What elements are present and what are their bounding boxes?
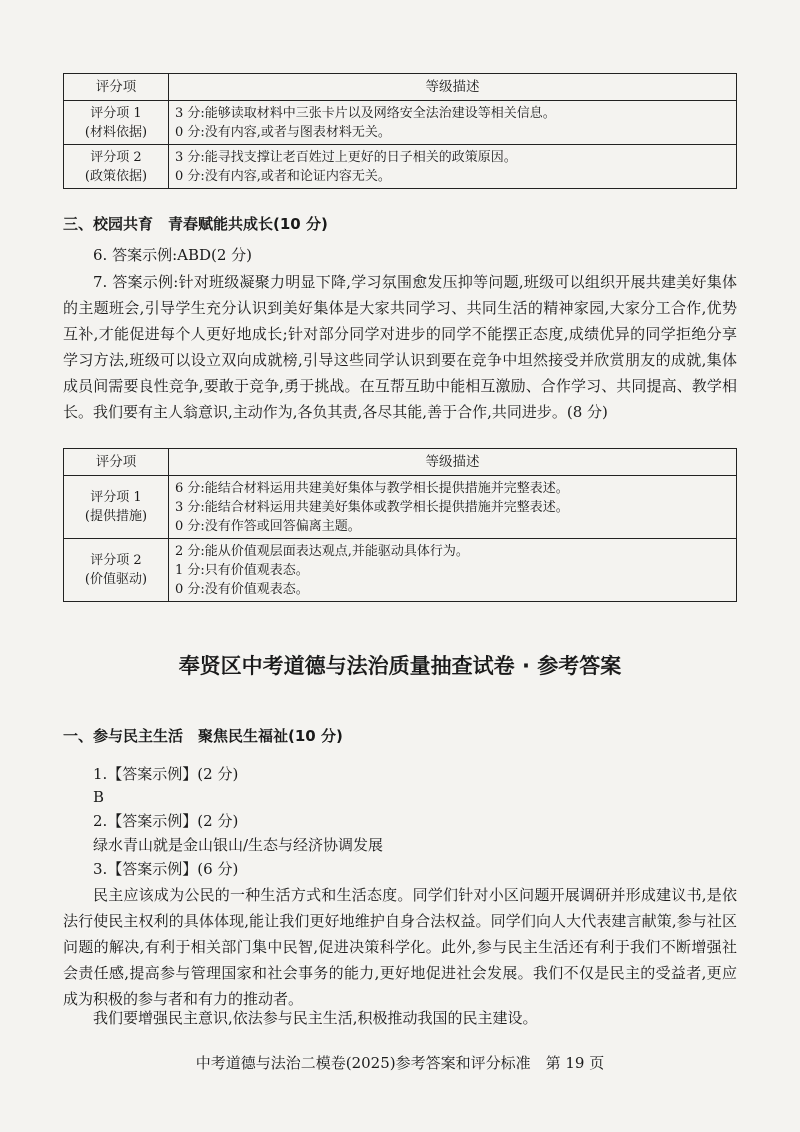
answer-label-q3: 3.【答案示例】(6 分) [93, 860, 239, 878]
rubric-item [64, 145, 169, 189]
rubric-item-name: 评分项 2 [90, 553, 142, 568]
answer-q2: 绿水青山就是金山银山/生态与经济协调发展 [93, 836, 384, 854]
rubric-level: 6 分:能结合材料运用共建美好集体与教学相长提供措施并完整表述。 [175, 480, 569, 496]
table-header-description: 等级描述 [169, 74, 737, 101]
page-footer: 中考道德与法治二模卷(2025)参考答案和评分标准 第 19 页 [195, 1054, 605, 1072]
rubric-item-type: (政策依据) [84, 168, 148, 184]
rubric-item-type: (提供措施) [84, 509, 148, 524]
rubric-item [64, 476, 169, 539]
rubric-level: 3 分:能够读取材料中三张卡片以及网络安全法治建设等相关信息。 [175, 105, 556, 121]
rubric-level: 0 分:没有价值观表态。 [175, 581, 309, 597]
table-row [64, 476, 737, 539]
section-heading: 三、校园共育 青春赋能共成长(10 分) [63, 215, 328, 233]
table-row [64, 101, 737, 145]
answer-q7: 7. 答案示例:针对班级凝聚力明显下降,学习氛围愈发压抑等问题,班级可以组织开展共建美好集体的主题班会,引导学生充分认识到美好集体是大家共同学习、共同生活的精神家园,大家分工合作,优势互补,才能促进每个人更好地成长;针对部分同学对进步的同学不能摆正态度,成绩优异的同学拒绝分享学习方法,班级可以设立双向成就榜,引导这些同学认识到要在竞争中坦然接受并欣赏朋友的成就,集体成员间需要良性竞争,要敢于竞争,勇于挑战。在互帮互助中能相互激励、合作学习、共同提高、教学相长。我们要有主人翁意识,主动作为,各负其责,各尽其能,善于合作,共同进步。(8 分) [63, 273, 737, 421]
answer-label-q2: 2.【答案示例】(2 分) [93, 812, 239, 830]
section-heading: 一、参与民主生活 聚焦民生福祉(10 分) [63, 727, 343, 745]
rubric-item [64, 539, 169, 602]
page-title: 奉贤区中考道德与法治质量抽查试卷 · 参考答案 [178, 654, 622, 678]
rubric-description [169, 539, 737, 602]
table-row [64, 539, 737, 602]
rubric-description [169, 145, 737, 189]
rubric-level: 2 分:能从价值观层面表达观点,并能驱动具体行为。 [175, 543, 469, 559]
rubric-level: 0 分:没有作答或回答偏离主题。 [175, 518, 361, 534]
rubric-level: 3 分:能结合材料运用共建美好集体或教学相长提供措施并完整表述。 [175, 499, 569, 515]
table-header-item: 评分项 [64, 74, 169, 101]
answer-q3-paragraph: 民主应该成为公民的一种生活方式和生活态度。同学们针对小区问题开展调研并形成建议书,是依法行使民主权利的具体体现,能让我们更好地维护自身合法权益。同学们向人大代表建言献策,参与社区问题的解决,有利于相关部门集中民智,促进决策科学化。此外,参与民主生活还有利于我们不断增强社会责任感,提高参与管理国家和社会事务的能力,更好地促进社会发展。我们不仅是民主的受益者,更应成为积极的参与者和有力的推动者。 [63, 886, 737, 1008]
rubric-description [169, 101, 737, 145]
rubric-item-name: 评分项 1 [90, 105, 142, 121]
rubric-table-1 [63, 73, 737, 189]
rubric-level: 1 分:只有价值观表态。 [175, 562, 309, 578]
rubric-item [64, 101, 169, 145]
rubric-level: 0 分:没有内容,或者和论证内容无关。 [175, 168, 391, 184]
rubric-item-name: 评分项 1 [90, 490, 142, 505]
rubric-table-2 [63, 448, 737, 602]
table-header-item: 评分项 [64, 449, 169, 476]
rubric-level: 3 分:能寻找支撑让老百姓过上更好的日子相关的政策原因。 [175, 149, 517, 165]
table-header-description: 等级描述 [169, 449, 737, 476]
answer-q6: 6. 答案示例:ABD(2 分) [93, 246, 253, 264]
answer-label-q1: 1.【答案示例】(2 分) [93, 765, 239, 783]
answer-q3-conclusion: 我们要增强民主意识,依法参与民主生活,积极推动我国的民主建设。 [93, 1009, 538, 1027]
rubric-item-type: (材料依据) [84, 124, 148, 140]
table-row [64, 145, 737, 189]
answer-q1: B [93, 788, 105, 806]
rubric-description [169, 476, 737, 539]
rubric-level: 0 分:没有内容,或者与图表材料无关。 [175, 124, 391, 140]
rubric-item-name: 评分项 2 [90, 149, 142, 165]
rubric-item-type: (价值驱动) [84, 572, 148, 587]
